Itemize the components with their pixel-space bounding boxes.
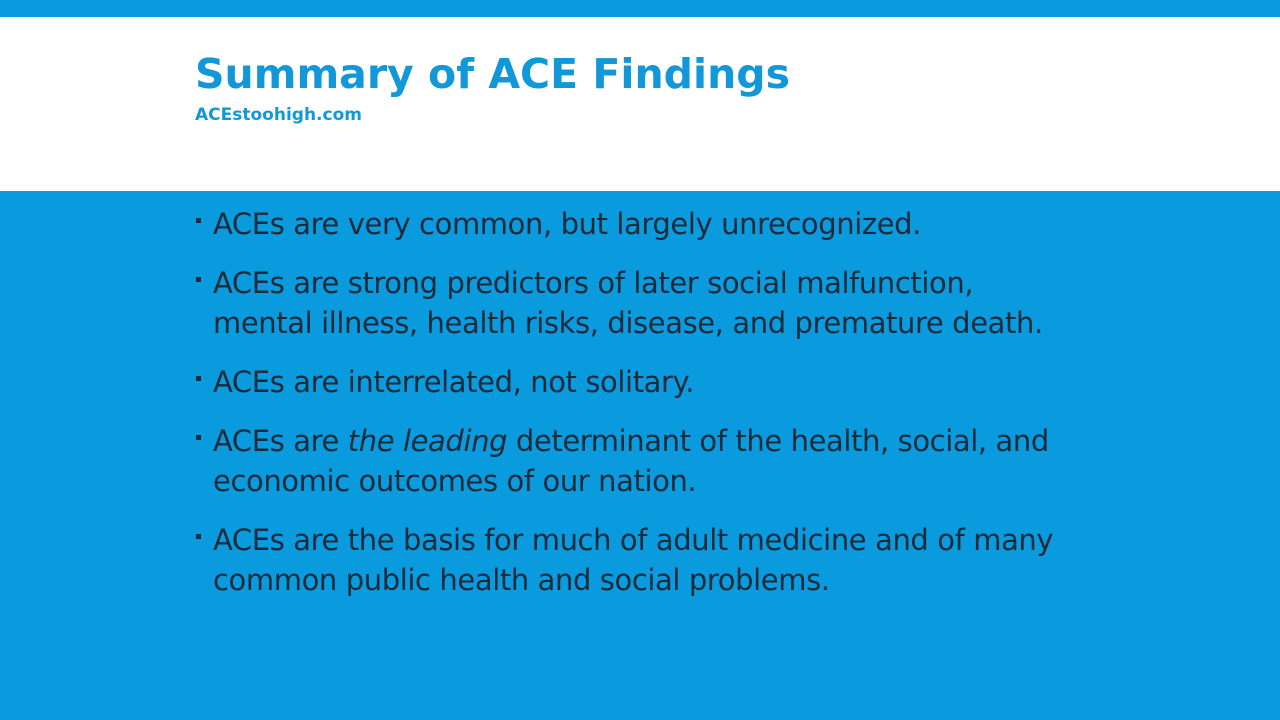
bullet-text: ACEs are the basis for much of adult medicine and of many common public health and social problems. (213, 523, 1054, 597)
bullet-text: ACEs are very common, but largely unrecognized. (213, 207, 922, 241)
square-bullet-icon (196, 218, 201, 223)
bullet-text-emphasis: the leading (347, 424, 508, 458)
slide-content (195, 204, 1075, 619)
bullet-list (195, 204, 1075, 600)
bullet-item-1 (195, 204, 1075, 244)
square-bullet-icon (196, 376, 201, 381)
bullet-text: ACEs are interrelated, not solitary. (213, 365, 695, 399)
square-bullet-icon (196, 534, 201, 539)
bullet-item-4 (195, 421, 1075, 501)
top-accent-strip (0, 0, 1280, 17)
slide-title: Summary of ACE Findings (195, 50, 791, 98)
bullet-item-2 (195, 263, 1075, 343)
square-bullet-icon (196, 435, 201, 440)
bullet-item-5 (195, 520, 1075, 600)
bullet-item-3 (195, 362, 1075, 402)
slide-subtitle: ACEstoohigh.com (195, 105, 362, 125)
slide-header (0, 17, 1280, 191)
bullet-text-after: determinant of the health, social, and economic outcomes of our nation. (213, 424, 1049, 498)
bullet-text-before: ACEs are (213, 424, 348, 458)
square-bullet-icon (196, 277, 201, 282)
bullet-text: ACEs are strong predictors of later social malfunction, mental illness, health risks, disease, and premature death. (213, 266, 1043, 340)
